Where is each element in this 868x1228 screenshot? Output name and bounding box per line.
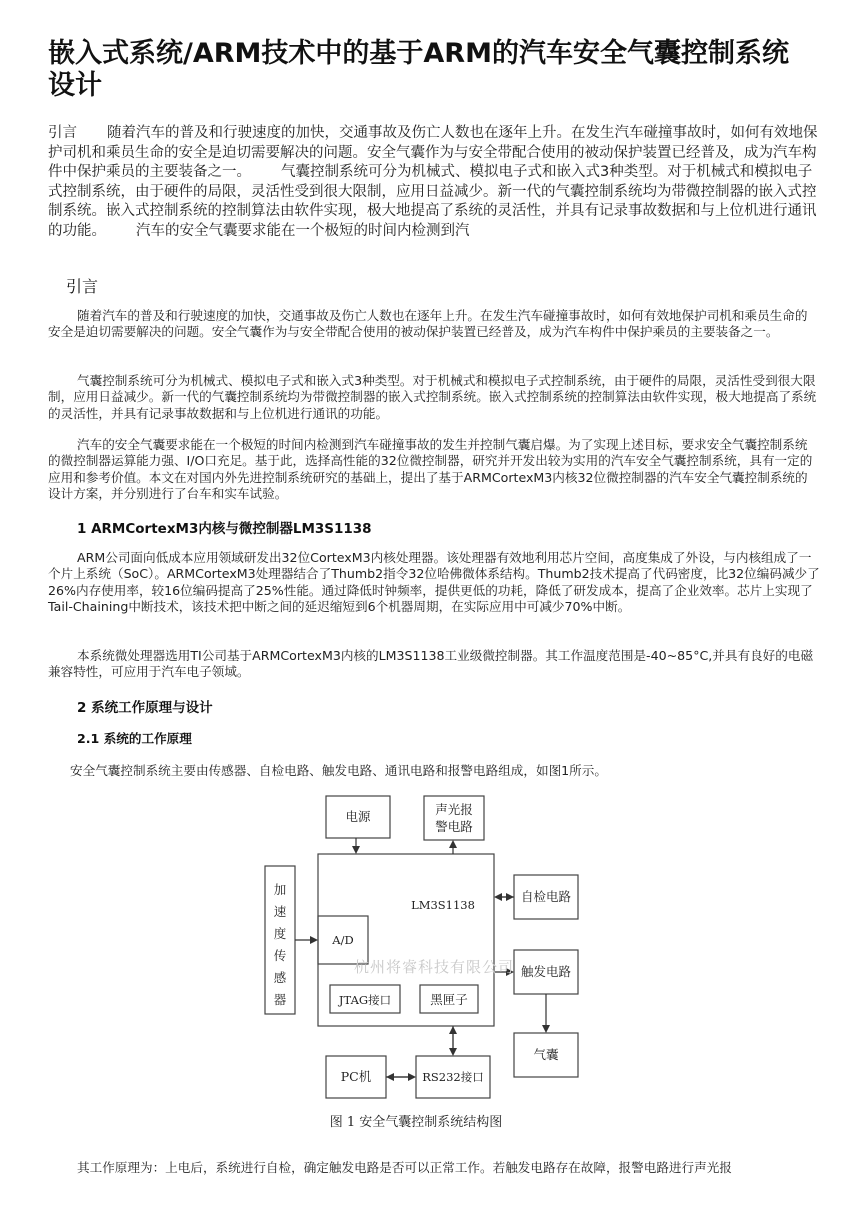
- section-2-1-heading: 2.1 系统的工作原理: [77, 731, 192, 746]
- airbag-label: 气囊: [533, 1047, 559, 1062]
- sensor-char-6: 器: [273, 992, 287, 1007]
- paragraph-4: ARM公司面向低成本应用领域研发出32位CortexM3内核处理器。该处理器有效地利用芯片空间，高度集成了外设，与内核组成了一个片上系统（SoC）。ARMCortexM3处理器结合了Thumb2指令32位哈佛微体系结构。Thumb2技术提高了代码密度，比32位编码减少了26%内存使用率，较16位编码提高了25%性能。通过降低时钟频率，提供更低的功耗，降低了研发成本，提高了企业效率。芯片上实现了Tail-Chaining中断技术，该技术把中断之间的延迟缩短到6个机器周期，在实际应用中可减少70%中断。: [48, 550, 820, 615]
- alarm-label-2: 警电路: [435, 819, 473, 834]
- intro-heading: 引言: [66, 277, 99, 296]
- system-structure-figure: [256, 786, 586, 1136]
- sensor-char-2: 速: [273, 904, 287, 919]
- block-diagram: [256, 786, 586, 1136]
- abstract-text-2: 气囊控制系统可分为机械式、模拟电子式和嵌入式3种类型。对于机械式和模拟电子式控制系统，由于硬件的局限，灵活性受到很大限制，应用日益减少。新一代的气囊控制系统均为带微控制器的嵌入式控制系统。嵌入式控制系统的控制算法由软件实现，极大地提高了系统的灵活性，并具有记录事故数据和与上位机进行通讯的功能。: [48, 164, 817, 239]
- pc-label: PC机: [340, 1069, 372, 1084]
- section-2-heading: 2 系统工作原理与设计: [77, 700, 213, 716]
- paragraph-3: 汽车的安全气囊要求能在一个极短的时间内检测到汽车碰撞事故的发生并控制气囊启爆。为了实现上述目标，要求安全气囊控制系统的微控制器运算能力强、I/O口充足。基于此，选择高性能的32位微控制器，研究并开发出较为实用的汽车安全气囊控制系统，具有一定的应用和参考价值。本文在对国内外先进控制系统研究的基础上，提出了基于ARMCortexM3内核32位微控制器的汽车安全气囊控制系统的设计方案，并分别进行了台车和实车试验。: [48, 437, 813, 502]
- sensor-char-3: 度: [273, 926, 287, 941]
- power-label: 电源: [345, 809, 371, 824]
- alarm-label-1: 声光报: [435, 802, 473, 817]
- paragraph-2: 气囊控制系统可分为机械式、模拟电子式和嵌入式3种类型。对于机械式和模拟电子式控制系统，由于硬件的局限，灵活性受到很大限制，应用日益减少。新一代的气囊控制系统均为带微控制器的嵌入式控制系统。嵌入式控制系统的控制算法由软件实现，极大地提高了系统的灵活性，并具有记录事故数据和与上位机进行通讯的功能。: [48, 373, 817, 421]
- mcu-label: LM3S1138: [411, 898, 475, 912]
- paragraph-7: 其工作原理为：上电后，系统进行自检，确定触发电路是否可以正常工作。若触发电路存在故障，报警电路进行声光报: [77, 1160, 732, 1175]
- paragraph-1: 随着汽车的普及和行驶速度的加快，交通事故及伤亡人数也在逐年上升。在发生汽车碰撞事故时，如何有效地保护司机和乘员生命的安全是迫切需要解决的问题。安全气囊作为与安全带配合使用的被动保护装置已经普及，成为汽车构件中保护乘员的主要装备之一。: [48, 308, 808, 340]
- abstract: [48, 124, 818, 242]
- abstract-text-1: 随着汽车的普及和行驶速度的加快，交通事故及伤亡人数也在逐年上升。在发生汽车碰撞事故时，如何有效地保护司机和乘员生命的安全是迫切需要解决的问题。安全气囊作为与安全带配合使用的被动保护装置已经普及，成为汽车构件中保护乘员的主要装备之一。: [48, 125, 818, 181]
- figure-caption: 图 1 安全气囊控制系统结构图: [329, 1115, 503, 1130]
- title-line-2: 设计: [48, 70, 102, 101]
- paragraph-6: 安全气囊控制系统主要由传感器、自检电路、触发电路、通讯电路和报警电路组成，如图1所示。: [70, 763, 607, 778]
- sensor-char-4: 传: [273, 948, 287, 963]
- paragraph-5: 本系统微处理器选用TI公司基于ARMCortexM3内核的LM3S1138工业级微控制器。其工作温度范围是-40~85°C,并具有良好的电磁兼容特性，可应用于汽车电子领域。: [48, 648, 814, 680]
- abstract-label: 引言: [48, 125, 77, 141]
- blackbox-label: 黑匣子: [430, 992, 468, 1007]
- sensor-char-1: 加: [273, 882, 287, 897]
- page-title: [48, 38, 828, 102]
- trigger-label: 触发电路: [520, 964, 572, 979]
- abstract-text-3: 汽车的安全气囊要求能在一个极短的时间内检测到汽: [136, 222, 470, 239]
- selfcheck-label: 自检电路: [520, 889, 572, 904]
- rs232-label: RS232接口: [422, 1070, 484, 1084]
- jtag-label: JTAG接口: [338, 993, 392, 1007]
- section-1-heading: 1 ARMCortexM3内核与微控制器LM3S1138: [77, 521, 372, 537]
- title-line-1: 嵌入式系统/ARM技术中的基于ARM的汽车安全气囊控制系统: [48, 38, 789, 69]
- ad-label: A/D: [332, 933, 354, 947]
- watermark: 杭州将睿科技有限公司: [353, 958, 515, 976]
- sensor-char-5: 感: [273, 970, 287, 985]
